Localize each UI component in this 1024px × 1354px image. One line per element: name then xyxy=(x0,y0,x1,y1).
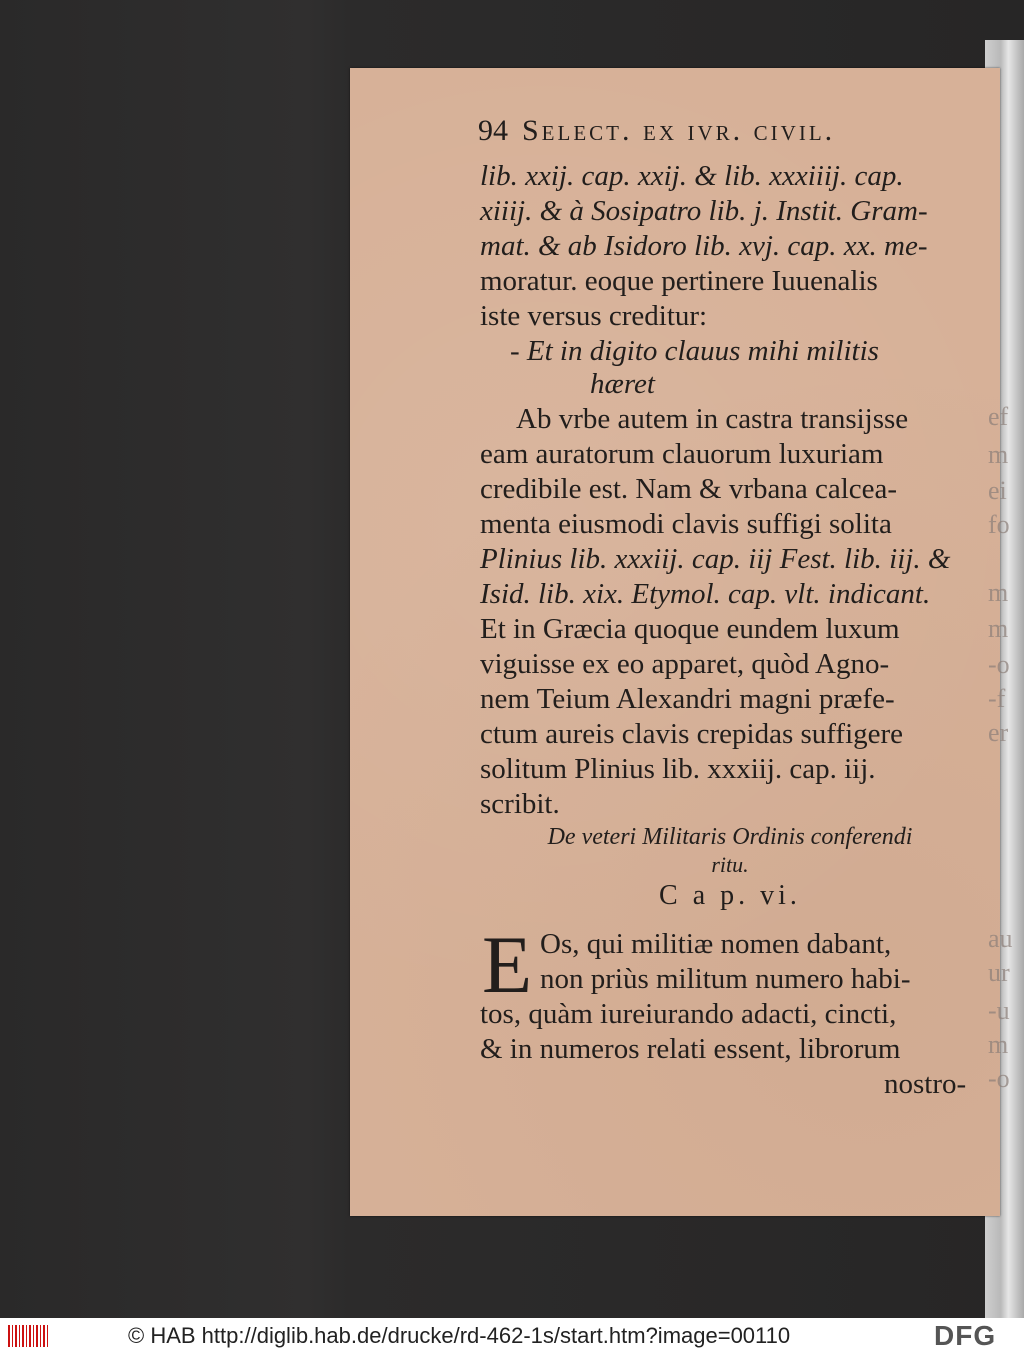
page-number: 94 xyxy=(478,114,508,147)
text-line: menta eiusmodi clavis suffigi solita xyxy=(480,508,892,540)
bleed-text: m xyxy=(988,1030,1009,1059)
dfg-logo: DFG xyxy=(934,1320,997,1351)
bleed-text: ef xyxy=(988,402,1009,431)
bleed-text: m xyxy=(988,578,1009,607)
text-line: ctum aureis clavis crepidas suffigere xyxy=(480,718,904,750)
text-line: iste versus creditur: xyxy=(480,300,708,332)
bleed-text: m xyxy=(988,440,1009,469)
bleed-text: m xyxy=(988,614,1009,643)
bleed-text: -f xyxy=(988,684,1006,713)
section-title-continued: ritu. xyxy=(711,852,749,877)
copyright-link[interactable]: © HAB http://diglib.hab.de/drucke/rd-462-1s/start.htm?image=00110 xyxy=(128,1323,791,1348)
bleed-text: fo xyxy=(988,510,1010,539)
text-line: viguisse ex eo apparet, quòd Agno- xyxy=(480,648,890,680)
text-line: Os, qui militiæ nomen dabant, xyxy=(540,928,892,960)
running-head-title: Select. ex ivr. civil. xyxy=(522,114,836,147)
footer-bar xyxy=(0,1318,1024,1354)
text-line: tos, quàm iureiurando adacti, cincti, xyxy=(480,998,897,1030)
text-line: eam auratorum clauorum luxuriam xyxy=(480,438,884,470)
bleed-text: -o xyxy=(988,1064,1010,1093)
verse-line: - Et in digito clauus mihi militis xyxy=(510,335,879,367)
chapter-heading: C a p. vi. xyxy=(659,880,801,911)
text-line: Et in Græcia quoque eundem luxum xyxy=(480,613,900,645)
text-line: Isid. lib. xix. Etymol. cap. vlt. indicant. xyxy=(480,578,931,610)
text-line: scribit. xyxy=(480,788,560,820)
library-logo-icon xyxy=(8,1325,48,1347)
drop-capital: E xyxy=(482,919,533,1010)
text-line: mat. & ab Isidoro lib. xvj. cap. xx. me- xyxy=(480,230,928,262)
text-line: Plinius lib. xxxiij. cap. iij Fest. lib. iij. & xyxy=(480,543,951,575)
section-title: De veteri Militaris Ordinis conferendi xyxy=(547,824,913,850)
paragraph-first-line: Ab vrbe autem in castra transijsse xyxy=(516,403,909,435)
text-line: credibile est. Nam & vrbana calcea- xyxy=(480,473,898,505)
bleed-text: er xyxy=(988,718,1009,747)
bleed-text: ur xyxy=(988,958,1010,987)
bleed-text: au xyxy=(988,924,1013,953)
text-line: & in numeros relati essent, librorum xyxy=(480,1033,901,1065)
bleed-text: -o xyxy=(988,650,1010,679)
verse-line: hæret xyxy=(590,368,655,400)
text-line: lib. xxij. cap. xxij. & lib. xxxiiij. cap. xyxy=(480,160,904,192)
text-line: solitum Plinius lib. xxxiij. cap. iij. xyxy=(480,753,876,785)
bleed-text: ei xyxy=(988,476,1007,505)
text-line: xiiij. & à Sosipatro lib. j. Instit. Gram- xyxy=(480,195,928,227)
bleed-text: -u xyxy=(988,996,1010,1025)
text-line: moratur. eoque pertinere Iuuenalis xyxy=(480,265,878,297)
text-line: non priùs militum numero habi- xyxy=(540,963,911,995)
running-head xyxy=(478,114,835,148)
catchword: nostro- xyxy=(884,1068,967,1100)
text-line: nem Teium Alexandri magni præfe- xyxy=(480,683,895,715)
